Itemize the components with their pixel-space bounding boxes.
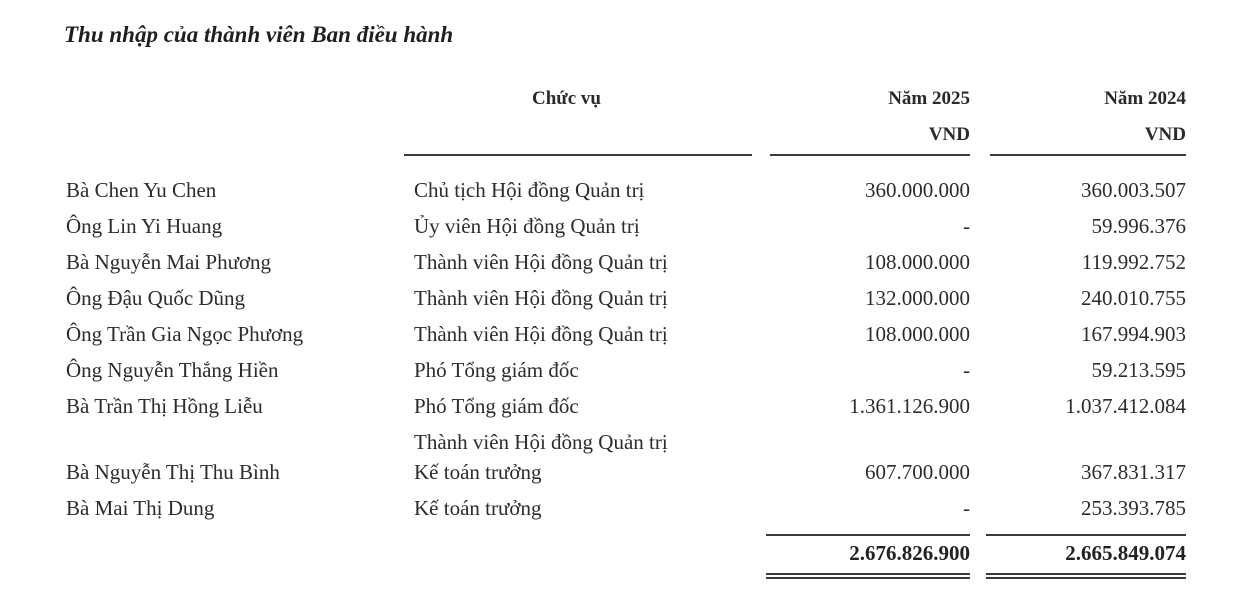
table-row-value-2025: 607.700.000 — [865, 460, 970, 484]
table-row-position: Phó Tổng giám đốc — [414, 358, 579, 382]
table-row-value-2024: 119.992.752 — [1081, 250, 1186, 274]
column-unit-2024: VND — [1144, 124, 1186, 145]
column-header-year-2024: Năm 2024 — [1104, 88, 1186, 109]
total-double-rule-2024 — [986, 573, 1186, 575]
column-header-position: Chức vụ — [532, 88, 601, 109]
table-row-position: Kế toán trưởng — [414, 460, 542, 484]
table-row-value-2024: 59.213.595 — [1091, 358, 1186, 382]
table-row-name: Bà Chen Yu Chen — [66, 178, 217, 202]
table-row-position: Thành viên Hội đồng Quản trị — [414, 286, 668, 310]
column-unit-2025: VND — [928, 124, 970, 145]
table-row-name: Bà Nguyễn Mai Phương — [66, 250, 272, 274]
table-row-value-2024: 253.393.785 — [1081, 496, 1186, 520]
total-value-2024: 2.665.849.074 — [1065, 541, 1186, 565]
table-row-name: Bà Nguyễn Thị Thu Bình — [66, 460, 280, 484]
table-row-position: Phó Tổng giám đốc — [414, 394, 579, 418]
table-row-value-2025: 108.000.000 — [865, 250, 970, 274]
table-row-value-2025: - — [963, 358, 970, 382]
table-row-position: Thành viên Hội đồng Quản trị — [414, 322, 668, 346]
table-row-value-2024: 367.831.317 — [1081, 460, 1186, 484]
total-double-rule-2025 — [766, 573, 970, 575]
table-row-value-2025: - — [963, 214, 970, 238]
table-row-value-2024: 360.003.507 — [1081, 178, 1186, 202]
total-double-rule-2024 — [986, 577, 1186, 579]
total-value-2025: 2.676.826.900 — [849, 541, 970, 565]
table-row-position: Thành viên Hội đồng Quản trị — [414, 430, 668, 454]
table-row-value-2025: 1.361.126.900 — [849, 394, 970, 418]
table-row-value-2025: - — [963, 496, 970, 520]
table-row-name: Ông Trần Gia Ngọc Phương — [66, 322, 304, 346]
table-row-position: Chủ tịch Hội đồng Quản trị — [414, 178, 645, 202]
table-row-value-2024: 167.994.903 — [1081, 322, 1186, 346]
table-row-name: Bà Trần Thị Hồng Liễu — [66, 394, 263, 418]
total-rule-top-2025 — [766, 534, 970, 536]
table-row-name: Ông Lin Yi Huang — [66, 214, 223, 238]
table-row-value-2025: 360.000.000 — [865, 178, 970, 202]
table-row-value-2024: 1.037.412.084 — [1065, 394, 1186, 418]
total-rule-top-2024 — [986, 534, 1186, 536]
table-row-name: Bà Mai Thị Dung — [66, 496, 215, 520]
table-row-position: Thành viên Hội đồng Quản trị — [414, 250, 668, 274]
total-double-rule-2025 — [766, 577, 970, 579]
table-row-name: Ông Đậu Quốc Dũng — [66, 286, 246, 310]
table-row-value-2024: 240.010.755 — [1081, 286, 1186, 310]
table-row-value-2025: 132.000.000 — [865, 286, 970, 310]
column-header-year-2025: Năm 2025 — [888, 88, 970, 109]
table-row-value-2024: 59.996.376 — [1091, 214, 1186, 238]
table-row-position: Kế toán trưởng — [414, 496, 542, 520]
table-row-value-2025: 108.000.000 — [865, 322, 970, 346]
page-title: Thu nhập của thành viên Ban điều hành — [64, 22, 454, 47]
table-row-name: Ông Nguyễn Thắng Hiền — [66, 358, 279, 382]
table-row-position: Ủy viên Hội đồng Quản trị — [414, 214, 640, 238]
